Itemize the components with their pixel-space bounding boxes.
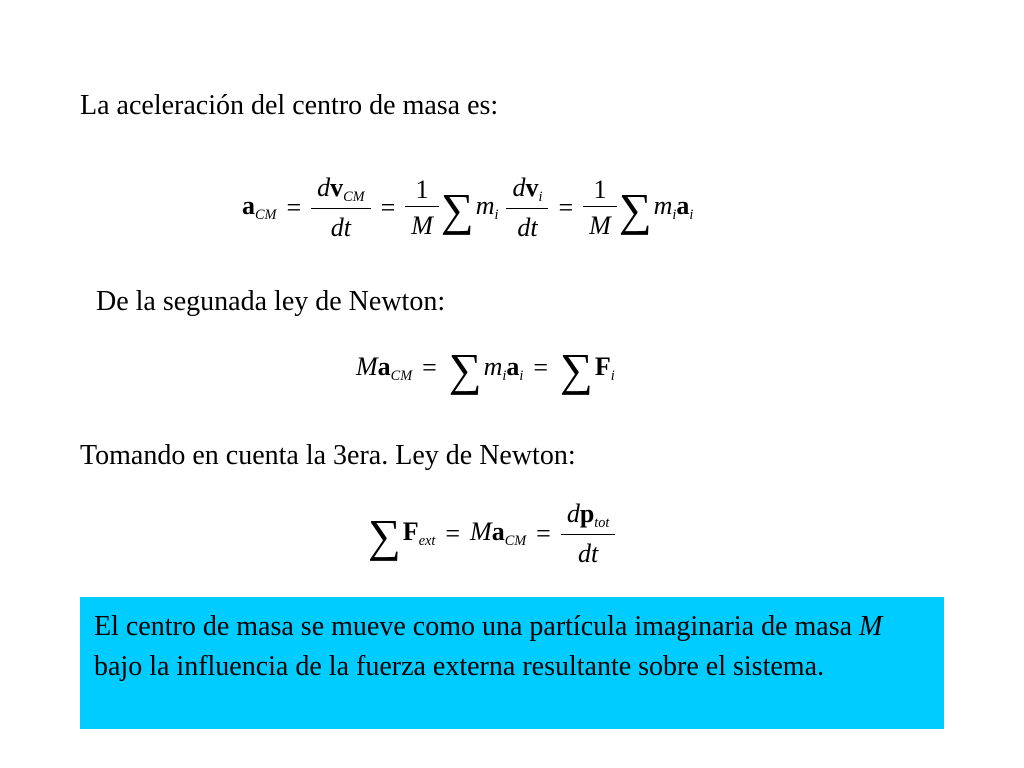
summary-note-box <box>80 597 944 729</box>
fraction-dvi-dt: $\frac{dv_i}{dt}$ <box>506 174 548 241</box>
equals-sign: = <box>558 192 574 222</box>
m-a-cm: $Ma_{CM}$ <box>356 351 413 384</box>
m-a-cm: $Ma_{CM}$ <box>470 517 527 550</box>
note-text-before: El centro de masa se mueve como una partícula imaginaria de masa <box>94 611 860 642</box>
newton-second-law-text: De la segunada ley de Newton: <box>96 286 446 317</box>
summation-symbol: ∑ <box>560 344 593 395</box>
summation-symbol: ∑ <box>618 183 652 235</box>
fraction-dvcm-dt: $\frac{dv_{CM}}{dt}$ <box>311 174 370 241</box>
fraction-one-over-m: $\frac{1}{M}$ <box>583 176 617 240</box>
m-i: $m_i$ <box>475 191 499 224</box>
equals-sign: = <box>445 518 461 548</box>
newton-third-law-text: Tomando en cuenta la 3era. Ley de Newton: <box>80 440 576 471</box>
equals-sign: = <box>536 518 551 548</box>
m-i-a-i: $m_ia_i$ <box>653 191 694 224</box>
equals-sign: = <box>422 353 437 382</box>
equals-sign: = <box>533 353 549 382</box>
f-i: $F_i$ <box>594 351 615 384</box>
equation-external-force <box>366 500 615 567</box>
fraction-dptot-dt: $\frac{dp_{tot}}{dt}$ <box>561 500 616 567</box>
equals-sign: = <box>286 192 302 222</box>
equals-sign: = <box>380 192 396 222</box>
summation-symbol: ∑ <box>448 344 482 395</box>
m-i-a-i: $m_ia_i$ <box>483 351 524 384</box>
note-text-after: bajo la influencia de la fuerza externa resultante sobre el sistema. <box>94 651 824 682</box>
summation-symbol: ∑ <box>440 183 474 235</box>
a-cm: $a_{CM}$ <box>242 191 277 224</box>
note-mass-symbol: M <box>859 611 883 642</box>
intro-text: La aceleración del centro de masa es: <box>80 90 499 121</box>
equation-newton-second <box>356 344 615 395</box>
fraction-one-over-m: $\frac{1}{M}$ <box>405 176 439 240</box>
equation-cm-acceleration <box>242 174 693 241</box>
summation-symbol: ∑ <box>368 509 401 561</box>
f-ext: $F_{ext}$ <box>402 517 436 550</box>
